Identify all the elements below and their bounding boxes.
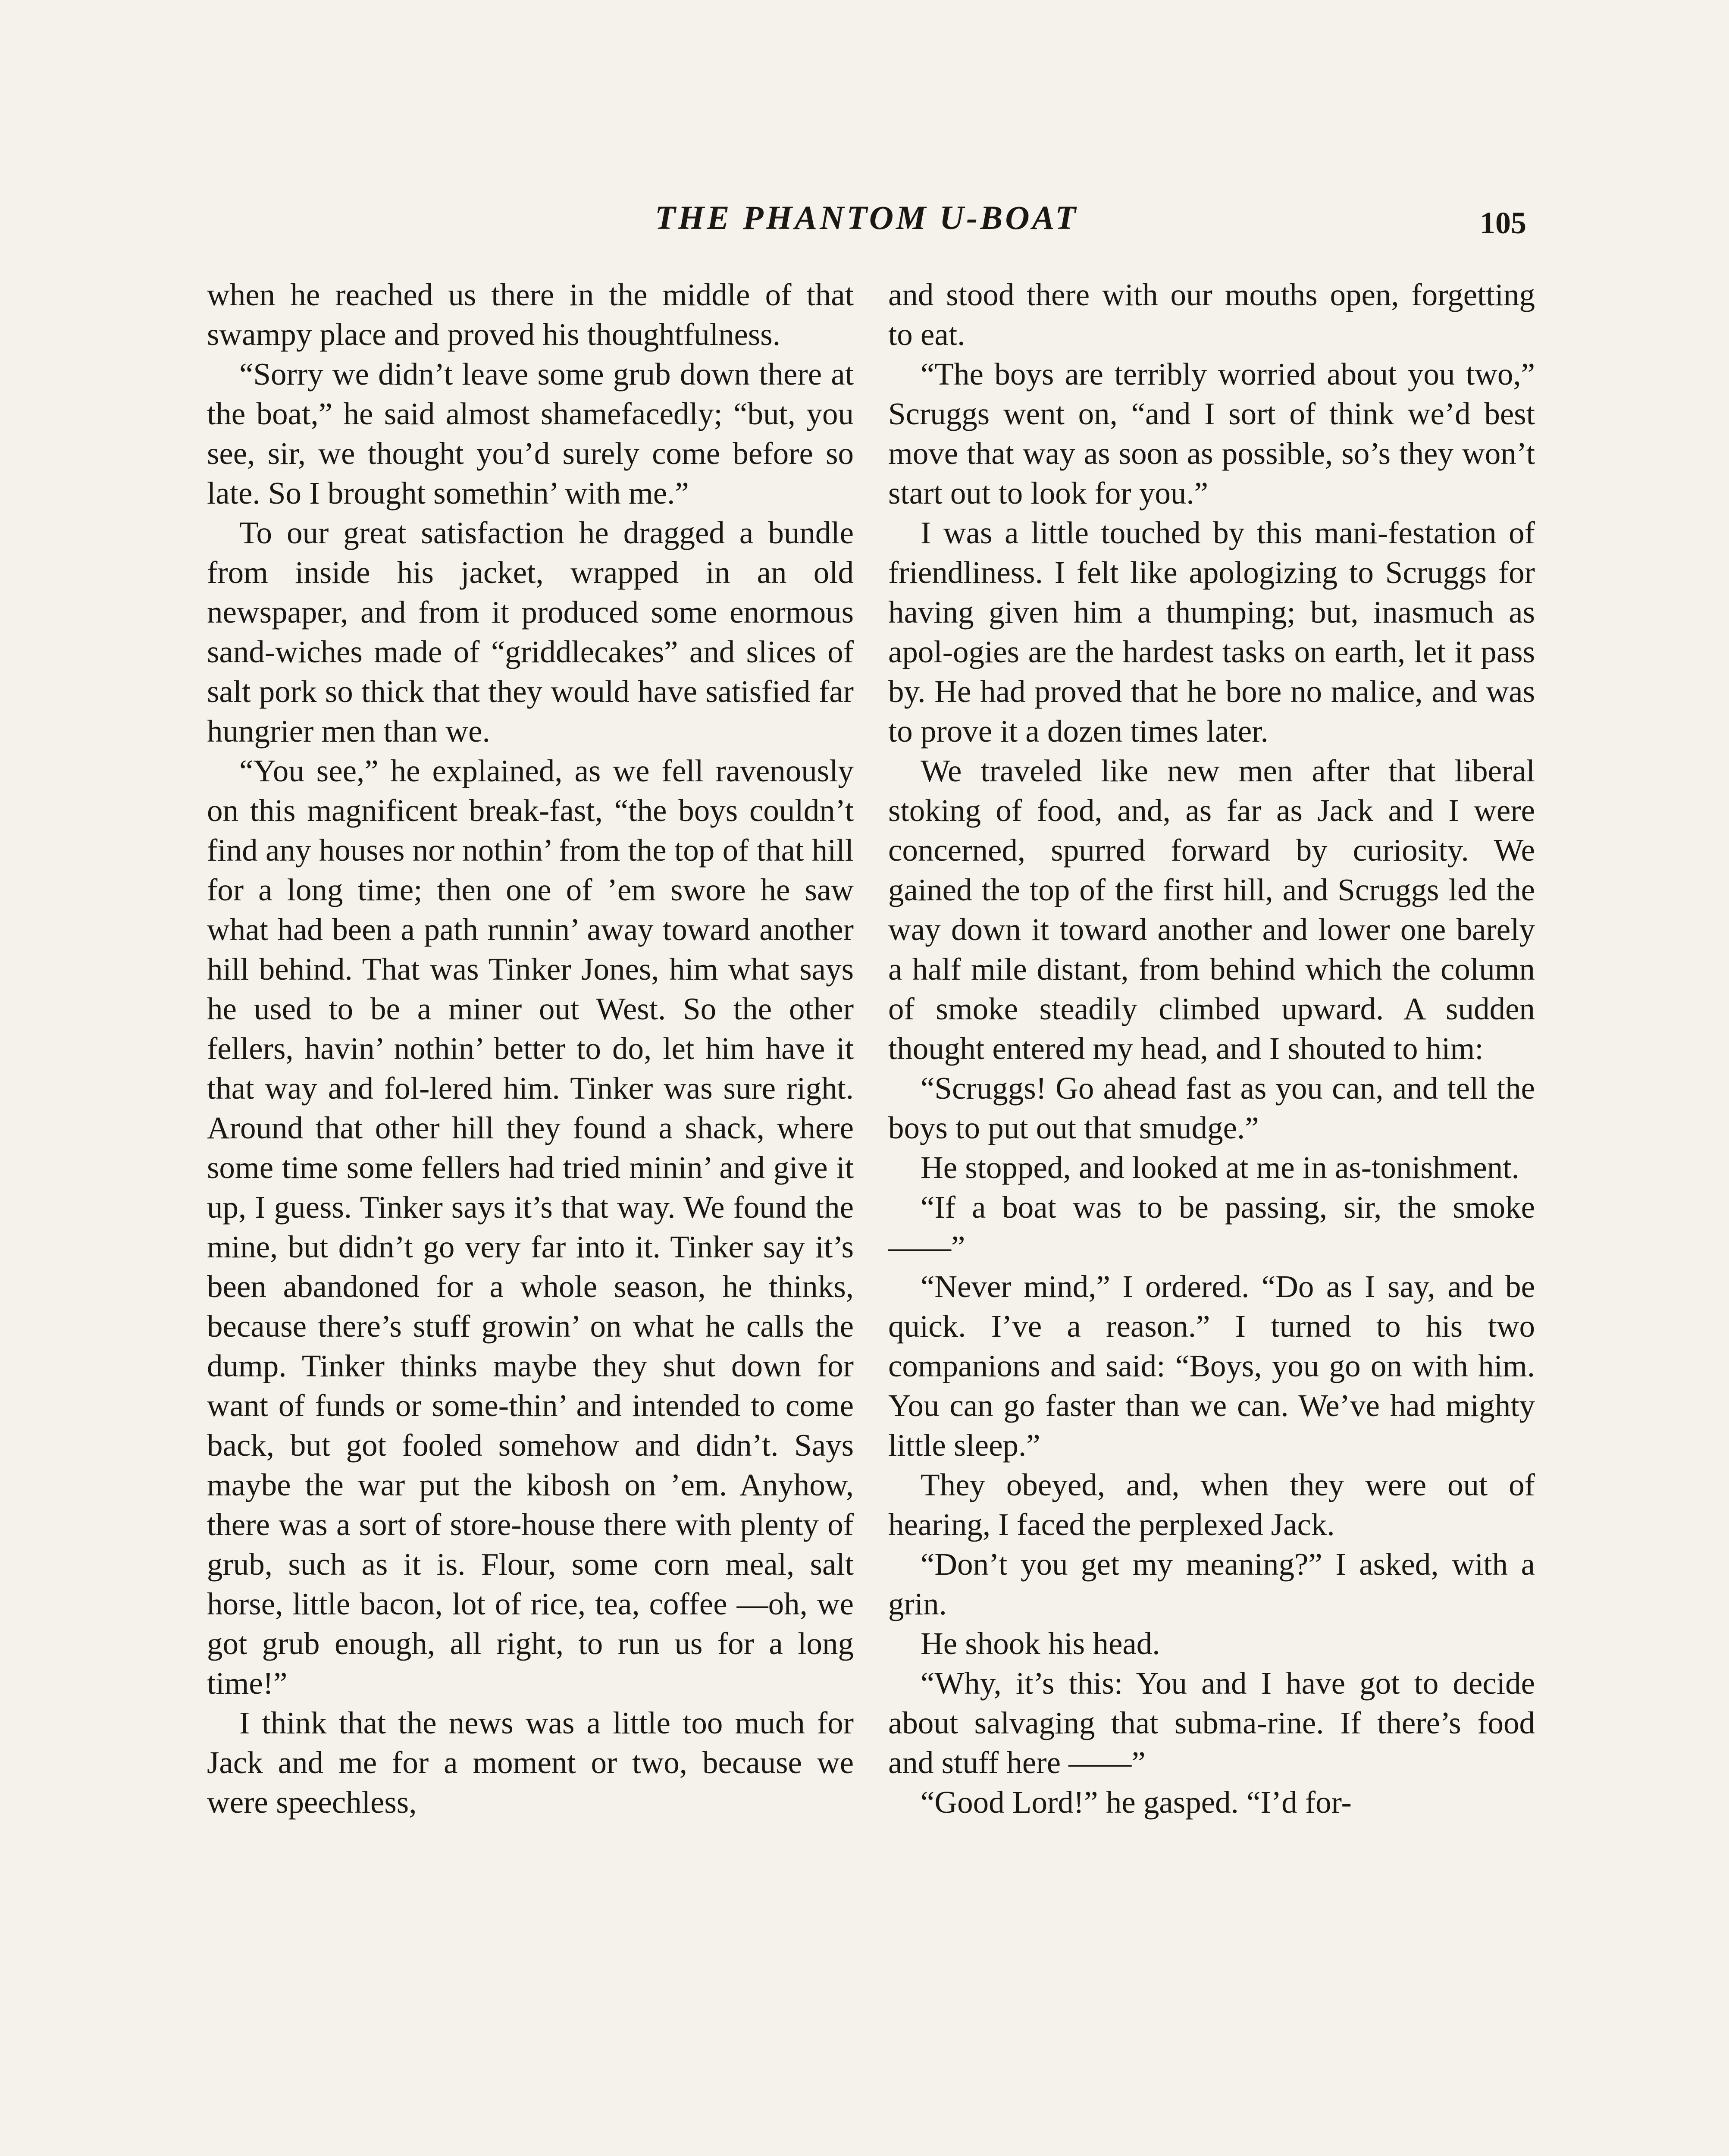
paragraph: “The boys are terribly worried about you two,” Scruggs went on, “and I sort of think we’d best move that way as soon as possible, so’s they won’t start out to look for you.” [888, 357, 1535, 511]
paragraph: To our great satisfaction he dragged a bundle from inside his jacket, wrapped in an old newspaper, and from it produced some enormous sand-wiches made of “griddlecakes” and slices of salt pork so thick that they would have satisfied far hungrier men than we. [207, 515, 854, 749]
paragraph: I think that the news was a little too much for Jack and me for a moment or two, because we were speechless, [207, 1705, 854, 1820]
paragraph: “Why, it’s this: You and I have got to decide about salvaging that subma-rine. If there’s food and stuff here ——” [888, 1666, 1535, 1780]
paragraph: He stopped, and looked at me in as-tonishment. [921, 1150, 1519, 1185]
paragraph: “Good Lord!” he gasped. “I’d for- [921, 1785, 1352, 1820]
paragraph: “Scruggs! Go ahead fast as you can, and tell the boys to put out that smudge.” [888, 1071, 1535, 1145]
paragraph: He shook his head. [921, 1626, 1160, 1661]
page-header [207, 196, 1526, 244]
page-number: 105 [1480, 206, 1526, 240]
left-column [207, 275, 854, 1822]
paragraph: They obeyed, and, when they were out of hearing, I faced the perplexed Jack. [888, 1467, 1535, 1542]
paragraph: “Never mind,” I ordered. “Do as I say, and be quick. I’ve a reason.” I turned to his two companions and said: “Boys, you go on with him. You can go faster than we can. We’ve had mighty little sleep.” [888, 1269, 1535, 1463]
running-title: THE PHANTOM U-BOAT [655, 199, 1078, 236]
right-column [888, 275, 1535, 1822]
paragraph: I was a little touched by this mani-festation of friendliness. I felt like apologizing to Scruggs for having given him a thumping; but, inasmuch as apol-ogies are the hardest tasks on earth, let it pass by. He had proved that he bore no malice, and was to prove it a dozen times later. [888, 515, 1535, 749]
paragraph: “You see,” he explained, as we fell ravenously on this magnificent break-fast, “the boys couldn’t find any houses nor nothin’ from the top of that hill for a long time; then one of ’em swore he saw what had been a path runnin’ away toward another hill behind. That was Tinker Jones, him what says he used to be a miner out West. So the other fellers, havin’ nothin’ better to do, let him have it that way and fol-lered him. Tinker was sure right. Around that other hill they found a shack, where some time some fellers had tried minin’ and give it up, I guess. Tinker says it’s that way. We found the mine, but didn’t go very far into it. Tinker say it’s been abandoned for a whole season, he thinks, because there’s stuff growin’ on what he calls the dump. Tinker thinks maybe they shut down for want of funds or some-thin’ and intended to come back, but got fooled somehow and didn’t. Says maybe the war put the kibosh on ’em. Anyhow, there was a sort of store-house there with plenty of grub, such as it is. Flour, some corn meal, salt horse, little bacon, lot of rice, tea, coffee —oh, we got grub enough, all right, to run us for a long time!” [207, 753, 854, 1701]
paragraph: and stood there with our mouths open, forgetting to eat. [888, 277, 1535, 352]
paragraph: “Don’t you get my meaning?” I asked, with a grin. [888, 1547, 1535, 1621]
paragraph: “Sorry we didn’t leave some grub down there at the boat,” he said almost shamefacedly; “but, you see, sir, we thought you’d surely come before so late. So I brought somethin’ with me.” [207, 357, 854, 511]
paragraph: We traveled like new men after that liberal stoking of food, and, as far as Jack and I were concerned, spurred forward by curiosity. We gained the top of the first hill, and Scruggs led the way down it toward another and lower one barely a half mile distant, from behind which the column of smoke steadily climbed upward. A sudden thought entered my head, and I shouted to him: [888, 753, 1535, 1066]
paragraph: when he reached us there in the middle of that swampy place and proved his thoughtfulness. [207, 277, 854, 352]
paragraph: “If a boat was to be passing, sir, the smoke——” [888, 1190, 1535, 1264]
